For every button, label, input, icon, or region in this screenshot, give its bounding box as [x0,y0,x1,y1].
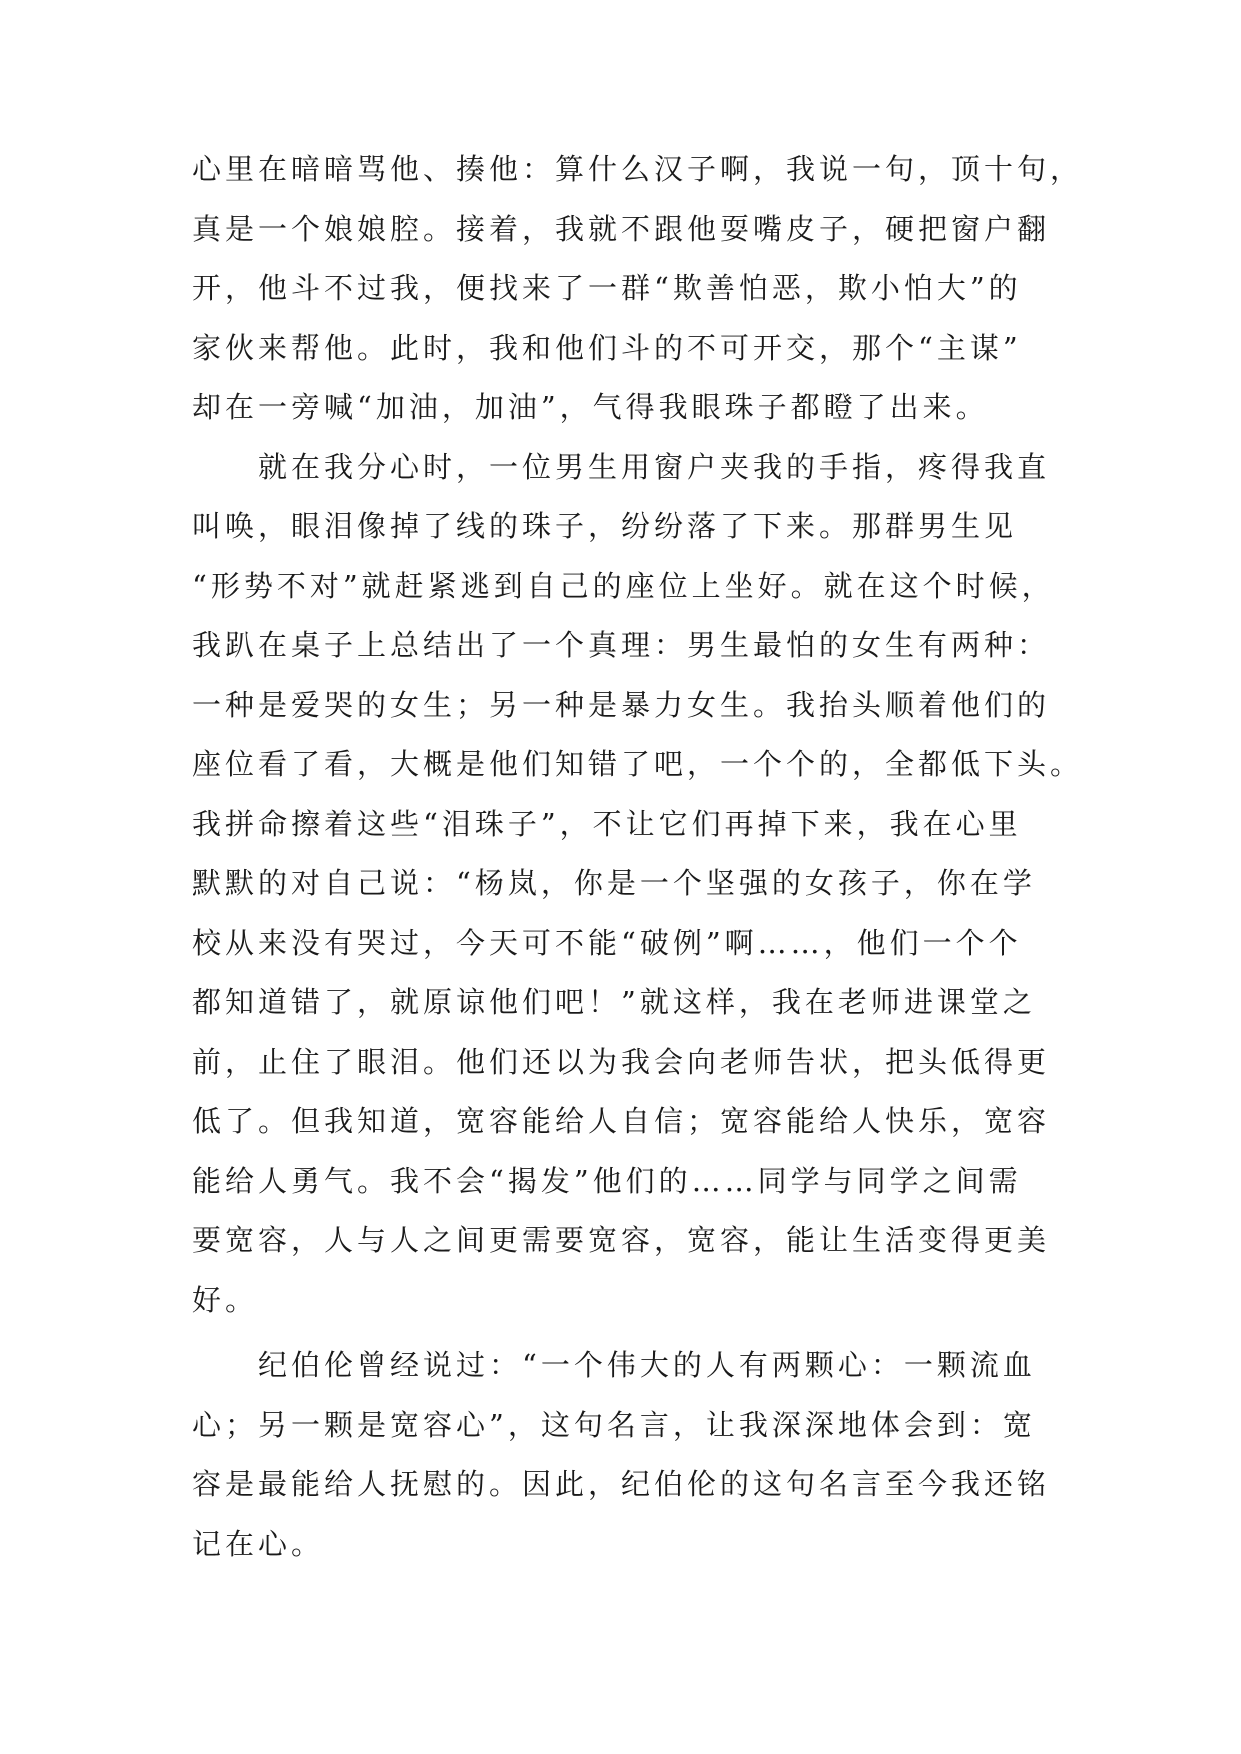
text-line: 前，止住了眼泪。他们还以为我会向老师告状，把头低得更 [192,1044,1051,1079]
text-line: 开，他斗不过我，便找来了一群“欺善怕恶，欺小怕大”的 [192,271,1022,305]
text-line: 好。 [192,1282,259,1317]
text-line: 我拼命擦着这些“泪珠子”，不让它们再掉下来，我在心里 [192,806,1022,841]
text-line: 心；另一颗是宽容心”，这句名言，让我深深地体会到：宽 [192,1407,1036,1442]
paragraph-first-line: 纪伯伦曾经说过：“一个伟大的人有两颗心：一颗流血 [258,1348,1036,1382]
text-line: 低了。但我知道，宽容能给人自信；宽容能给人快乐，宽容 [192,1104,1051,1138]
text-line: 能给人勇气。我不会“揭发”他们的……同学与同学之间需 [192,1163,1022,1198]
text-line: 记在心。 [192,1526,325,1561]
text-line: “形势不对”就赶紧逃到自己的座位上坐好。就在这个时候， [192,568,1055,603]
text-line: 叫唤，眼泪像掉了线的珠子，纷纷落了下来。那群男生见 [192,509,1018,543]
text-line: 都知道错了，就原谅他们吧！”就这样，我在老师进课堂之 [192,985,1036,1019]
text-line: 要宽容，人与人之间更需要宽容，宽容，能让生活变得更美 [192,1223,1051,1257]
text-line: 却在一旁喊“加油，加油”，气得我眼珠子都瞪了出来。 [192,390,989,424]
text-line: 家伙来帮他。此时，我和他们斗的不可开交，那个“主谋” [192,330,1022,365]
text-line: 心里在暗暗骂他、揍他：算什么汉子啊，我说一句，顶十句， [192,152,1084,186]
text-line: 我趴在桌子上总结出了一个真理：男生最怕的女生有两种： [192,628,1051,662]
document-body [192,140,1082,1574]
text-line: 一种是爱哭的女生；另一种是暴力女生。我抬头顺着他们的 [192,687,1051,722]
text-line: 校从来没有哭过，今天可不能“破例”啊……，他们一个个 [192,925,1022,960]
text-line: 容是最能给人抚慰的。因此，纪伯伦的这句名言至今我还铭 [192,1467,1051,1501]
text-line: 默默的对自己说：“杨岚，你是一个坚强的女孩子，你在学 [192,866,1036,900]
text-line: 真是一个娘娘腔。接着，我就不跟他耍嘴皮子，硬把窗户翻 [192,211,1051,246]
paragraph-first-line: 就在我分心时，一位男生用窗户夹我的手指，疼得我直 [258,449,1051,484]
text-line: 座位看了看，大概是他们知错了吧，一个个的，全都低下头。 [192,747,1084,781]
